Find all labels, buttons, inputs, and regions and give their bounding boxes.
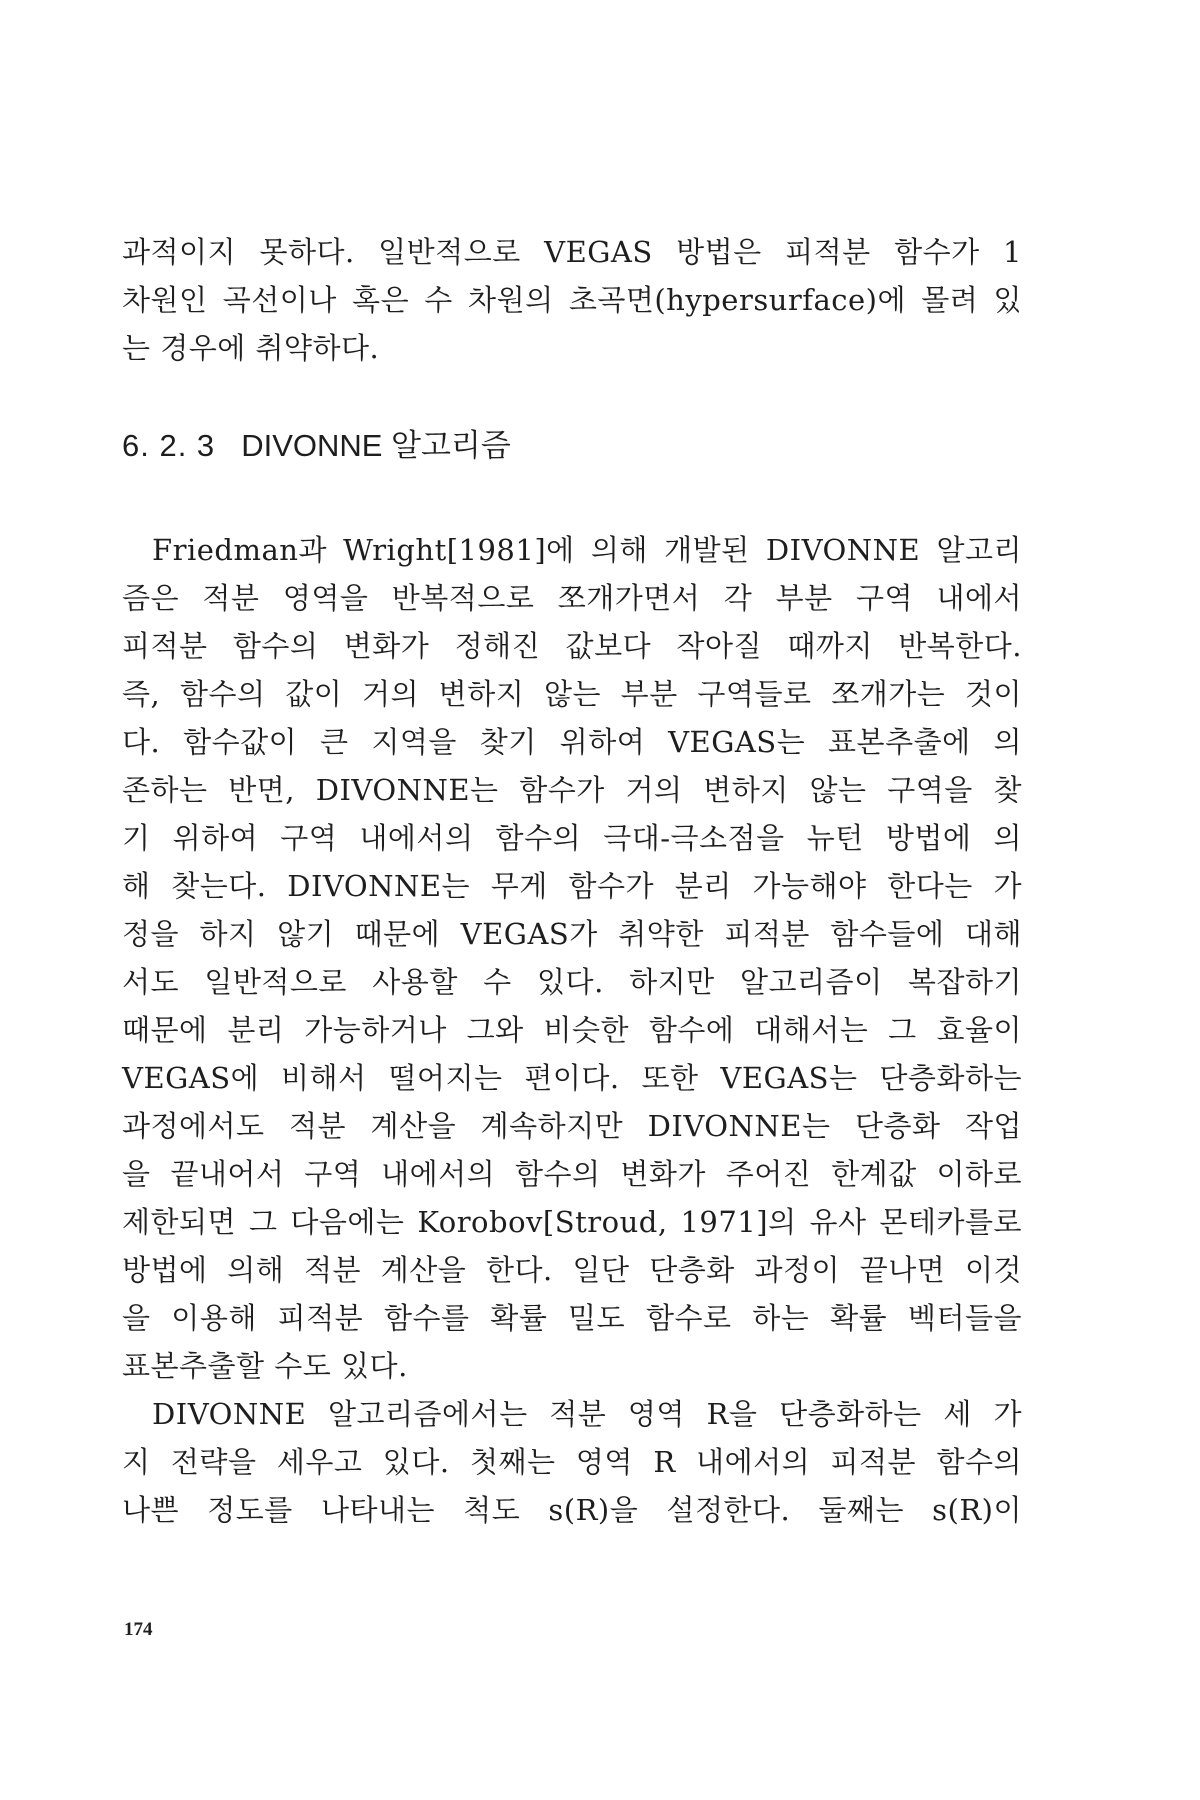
body-text-line: 다. 함수값이 큰 지역을 찾기 위하여 VEGAS는 표본추출에 의 <box>122 725 1022 759</box>
body-text-line: 존하는 반면, DIVONNE는 함수가 거의 변하지 않는 구역을 찾 <box>122 773 1022 807</box>
body-text-line: 는 경우에 취약하다. <box>122 331 380 365</box>
body-text-line: 피적분 함수의 변화가 정해진 값보다 작아질 때까지 반복한다. <box>122 629 1022 663</box>
body-text-line: 기 위하여 구역 내에서의 함수의 극대-극소점을 뉴턴 방법에 의 <box>122 821 1022 855</box>
body-text-line: 을 이용해 피적분 함수를 확률 밀도 함수로 하는 확률 벡터들을 <box>122 1301 1022 1335</box>
body-text-line: 제한되면 그 다음에는 Korobov[Stroud, 1971]의 유사 몬테카를로 <box>122 1205 1022 1239</box>
body-text-line: 즘은 적분 영역을 반복적으로 쪼개가면서 각 부분 구역 내에서 <box>122 581 1022 615</box>
body-text-line: 차원인 곡선이나 혹은 수 차원의 초곡면(hypersurface)에 몰려 있 <box>122 283 1022 317</box>
body-text-line: 때문에 분리 가능하거나 그와 비슷한 함수에 대해서는 그 효율이 <box>122 1013 1022 1047</box>
body-text-line: 을 끝내어서 구역 내에서의 함수의 변화가 주어진 한계값 이하로 <box>122 1157 1022 1191</box>
body-text-line: 지 전략을 세우고 있다. 첫째는 영역 R 내에서의 피적분 함수의 <box>122 1445 1022 1479</box>
body-text-line: 표본추출할 수도 있다. <box>122 1349 408 1383</box>
section-number: 6. 2. 3 <box>122 428 216 463</box>
body-text-line: DIVONNE 알고리즘에서는 적분 영역 R을 단층화하는 세 가 <box>152 1397 1022 1431</box>
body-text-line: 해 찾는다. DIVONNE는 무게 함수가 분리 가능해야 한다는 가 <box>122 869 1022 903</box>
section-title: DIVONNE 알고리즘 <box>241 428 511 463</box>
body-text-line: 나쁜 정도를 나타내는 척도 s(R)을 설정한다. 둘째는 s(R)이 <box>122 1493 1022 1527</box>
page-number: 174 <box>124 1619 153 1640</box>
body-text-line: 즉, 함수의 값이 거의 변하지 않는 부분 구역들로 쪼개가는 것이 <box>122 677 1022 711</box>
body-text-line: 과적이지 못하다. 일반적으로 VEGAS 방법은 피적분 함수가 1 <box>122 235 1022 269</box>
body-text-line: 과정에서도 적분 계산을 계속하지만 DIVONNE는 단층화 작업 <box>122 1109 1022 1143</box>
body-text-line: 서도 일반적으로 사용할 수 있다. 하지만 알고리즘이 복잡하기 <box>122 965 1022 999</box>
body-text-line: Friedman과 Wright[1981]에 의해 개발된 DIVONNE 알고리 <box>152 533 1022 567</box>
section-heading <box>122 425 511 467</box>
body-text-line: 정을 하지 않기 때문에 VEGAS가 취약한 피적분 함수들에 대해 <box>122 917 1022 951</box>
body-text-line: 방법에 의해 적분 계산을 한다. 일단 단층화 과정이 끝나면 이것 <box>122 1253 1022 1287</box>
body-text-line: VEGAS에 비해서 떨어지는 편이다. 또한 VEGAS는 단층화하는 <box>122 1061 1022 1095</box>
